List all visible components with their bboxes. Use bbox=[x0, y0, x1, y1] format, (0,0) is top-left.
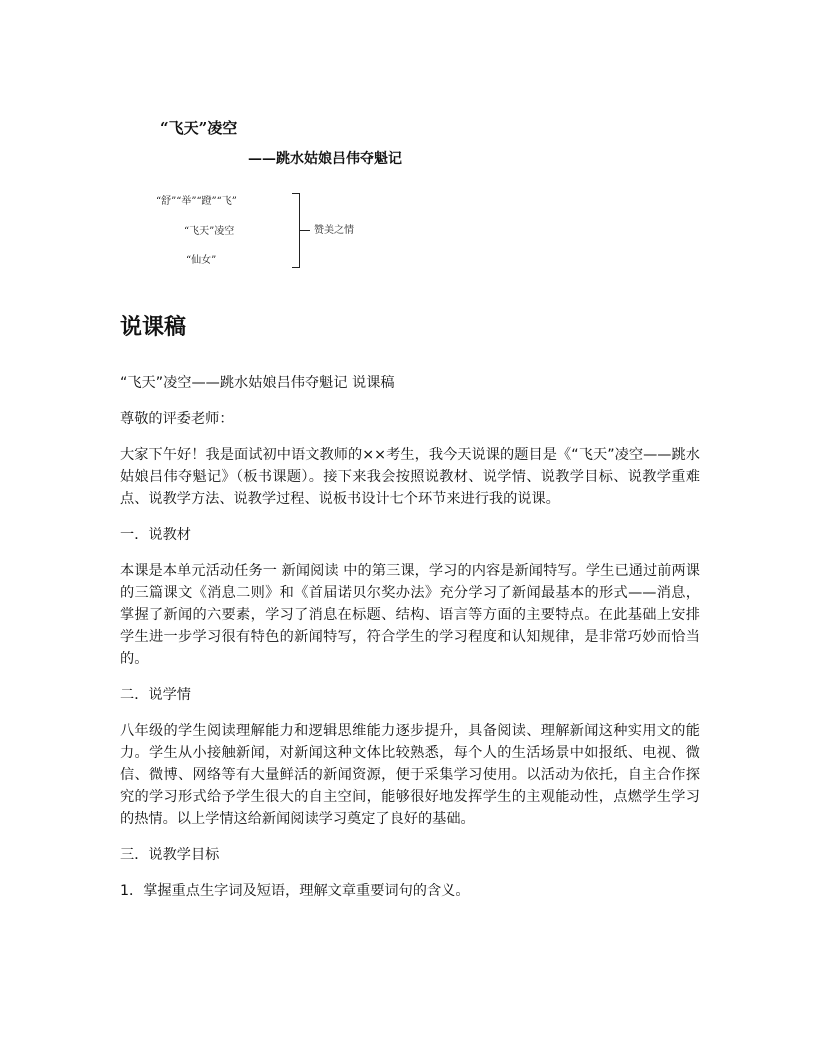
board-item-actions: “舒”“举”“蹬”“飞” bbox=[156, 196, 237, 207]
board-title: “飞天”凌空 bbox=[160, 119, 238, 137]
section-body-textbook: 本课是本单元活动任务一 新闻阅读 中的第三课，学习的内容是新闻特写。学生已通过前两课的三篇课文《消息二则》和《首届诺贝尔奖办法》充分学习了新闻最基本的形式——消息，掌握了新闻的六要素，学习了消息在标题、结构、语言等方面的主要特点。在此基础上安排学生进一步学习很有特色的新闻特写，符合学生的学习程度和认知规律，是非常巧妙而恰当的。 bbox=[120, 563, 700, 667]
board-item-feitian: “飞天”凌空 bbox=[184, 226, 235, 237]
goal-item-1: 1．掌握重点生字词及短语，理解文章重要词句的含义。 bbox=[120, 883, 470, 899]
intro-paragraph: 大家下午好！我是面试初中语文教师的××考生，我今天说课的题目是《“飞天”凌空——跳水姑娘吕伟夺魁记》（板书课题）。接下来我会按照说教材、说学情、说教学目标、说教学重难点、说教学方法、说教学过程、说板书设计七个环节来进行我的说课。 bbox=[120, 447, 700, 507]
salutation: 尊敬的评委老师： bbox=[120, 411, 234, 427]
board-summary: 赞美之情 bbox=[314, 225, 354, 236]
board-bracket-tick bbox=[300, 230, 310, 231]
board-bracket bbox=[292, 193, 300, 268]
board-subtitle: ——跳水姑娘吕伟夺魁记 bbox=[248, 151, 402, 167]
document-body bbox=[120, 312, 700, 916]
section-title-textbook: 一．说教材 bbox=[120, 527, 191, 543]
section-body-students: 八年级的学生阅读理解能力和逻辑思维能力逐步提升，具备阅读、理解新闻这种实用文的能力。学生从小接触新闻，对新闻这种文体比较熟悉，每个人的生活场景中如报纸、电视、微信、微博、网络等有大量鲜活的新闻资源，便于采集学习使用。以活动为依托，自主合作探究的学习形式给予学生很大的自主空间，能够很好地发挥学生的主观能动性，点燃学生学习的热情。以上学情这给新闻阅读学习奠定了良好的基础。 bbox=[120, 723, 700, 827]
section-title-students: 二．说学情 bbox=[120, 687, 191, 703]
section-title-goals: 三．说教学目标 bbox=[120, 847, 220, 863]
board-item-xiannv: “仙女” bbox=[186, 255, 217, 266]
lesson-title-line: “飞天”凌空——跳水姑娘吕伟夺魁记 说课稿 bbox=[120, 375, 395, 391]
document-heading: 说课稿 bbox=[120, 315, 187, 340]
